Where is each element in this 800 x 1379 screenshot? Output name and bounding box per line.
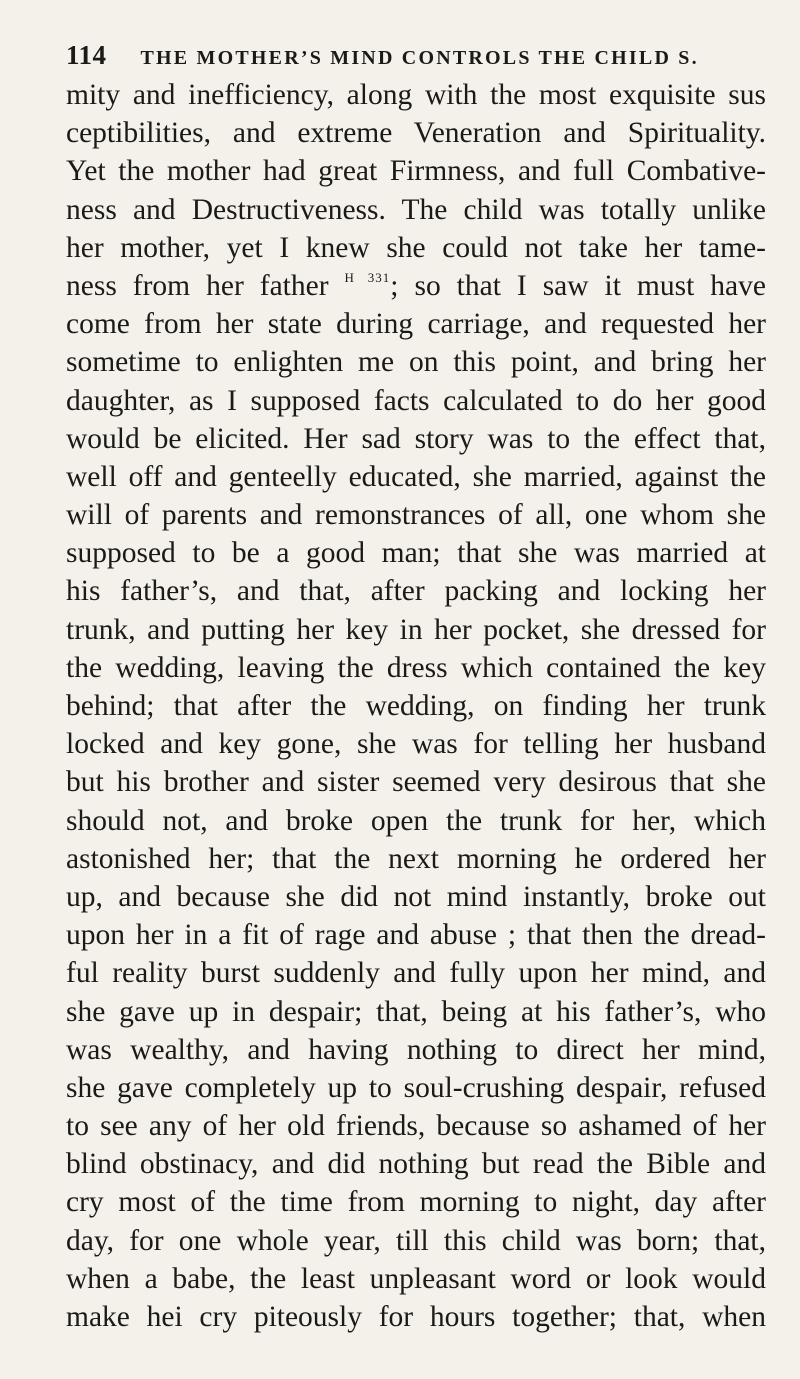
text-line-with-footnote xyxy=(66,267,766,305)
text-line: upon her in a fit of rage and abuse ; that then the dread- xyxy=(66,919,766,952)
text-line: was wealthy, and having nothing to direct her mind, xyxy=(66,1033,766,1066)
text-line: the wedding, leaving the dress which contained the key xyxy=(66,651,766,684)
page-number: 114 xyxy=(66,40,107,70)
text-line: cry most of the time from morning to night, day after xyxy=(66,1186,766,1219)
text-line: his father’s, and that, after packing and locking her xyxy=(66,575,766,608)
footnote-reference: H 331 xyxy=(344,269,391,285)
text-line: Yet the mother had great Firmness, and full Combative- xyxy=(66,155,766,188)
text-line: ceptibilities, and extreme Veneration and Spirituality. xyxy=(66,117,766,150)
text-line: astonished her; that the next morning he ordered her xyxy=(66,842,766,875)
running-head xyxy=(66,40,766,76)
text-line: come from her state during carriage, and requested her xyxy=(66,308,766,341)
text-segment: ; so that I saw it must have xyxy=(390,269,766,302)
text-line: up, and because she did not mind instantly, broke out xyxy=(66,880,766,913)
text-line: well off and genteelly educated, she married, against the xyxy=(66,460,766,493)
text-segment: ness from her father xyxy=(66,269,329,302)
body-text xyxy=(66,76,766,1336)
text-line: supposed to be a good man; that she was married at xyxy=(66,537,766,570)
text-line: when a babe, the least unpleasant word or look would xyxy=(66,1262,766,1295)
text-line: sometime to enlighten me on this point, and bring her xyxy=(66,346,766,379)
text-line: she gave up in despair; that, being at his father’s, who xyxy=(66,995,766,1028)
text-line: her mother, yet I knew she could not take her tame- xyxy=(66,231,766,264)
text-line: trunk, and putting her key in her pocket, she dressed for xyxy=(66,613,766,646)
text-line: ful reality burst suddenly and fully upon her mind, and xyxy=(66,957,766,990)
text-line: behind; that after the wedding, on finding her trunk xyxy=(66,690,766,722)
text-line: but his brother and sister seemed very desirous that she xyxy=(66,766,766,799)
text-line: blind obstinacy, and did nothing but read the Bible and xyxy=(66,1148,766,1181)
text-line: make hei cry piteously for hours together; that, when xyxy=(66,1301,766,1333)
text-line: to see any of her old friends, because so ashamed of her xyxy=(66,1110,766,1143)
text-line: mity and inefficiency, along with the most exquisite sus xyxy=(66,79,766,111)
text-line: locked and key gone, she was for telling her husband xyxy=(66,728,766,761)
text-line: should not, and broke open the trunk for her, which xyxy=(66,804,766,837)
text-line: day, for one whole year, till this child was born; that, xyxy=(66,1224,766,1257)
text-line: daughter, as I supposed facts calculated to do her good xyxy=(66,384,766,417)
text-line: will of parents and remonstrances of all, one whom she xyxy=(66,499,766,532)
text-line: would be elicited. Her sad story was to the effect that, xyxy=(66,422,766,455)
running-head-title: THE MOTHER’S MIND CONTROLS THE CHILD S. xyxy=(140,47,699,69)
text-line: she gave completely up to soul-crushing despair, refused xyxy=(66,1071,766,1104)
text-line: ness and Destructiveness. The child was totally unlike xyxy=(66,193,766,226)
